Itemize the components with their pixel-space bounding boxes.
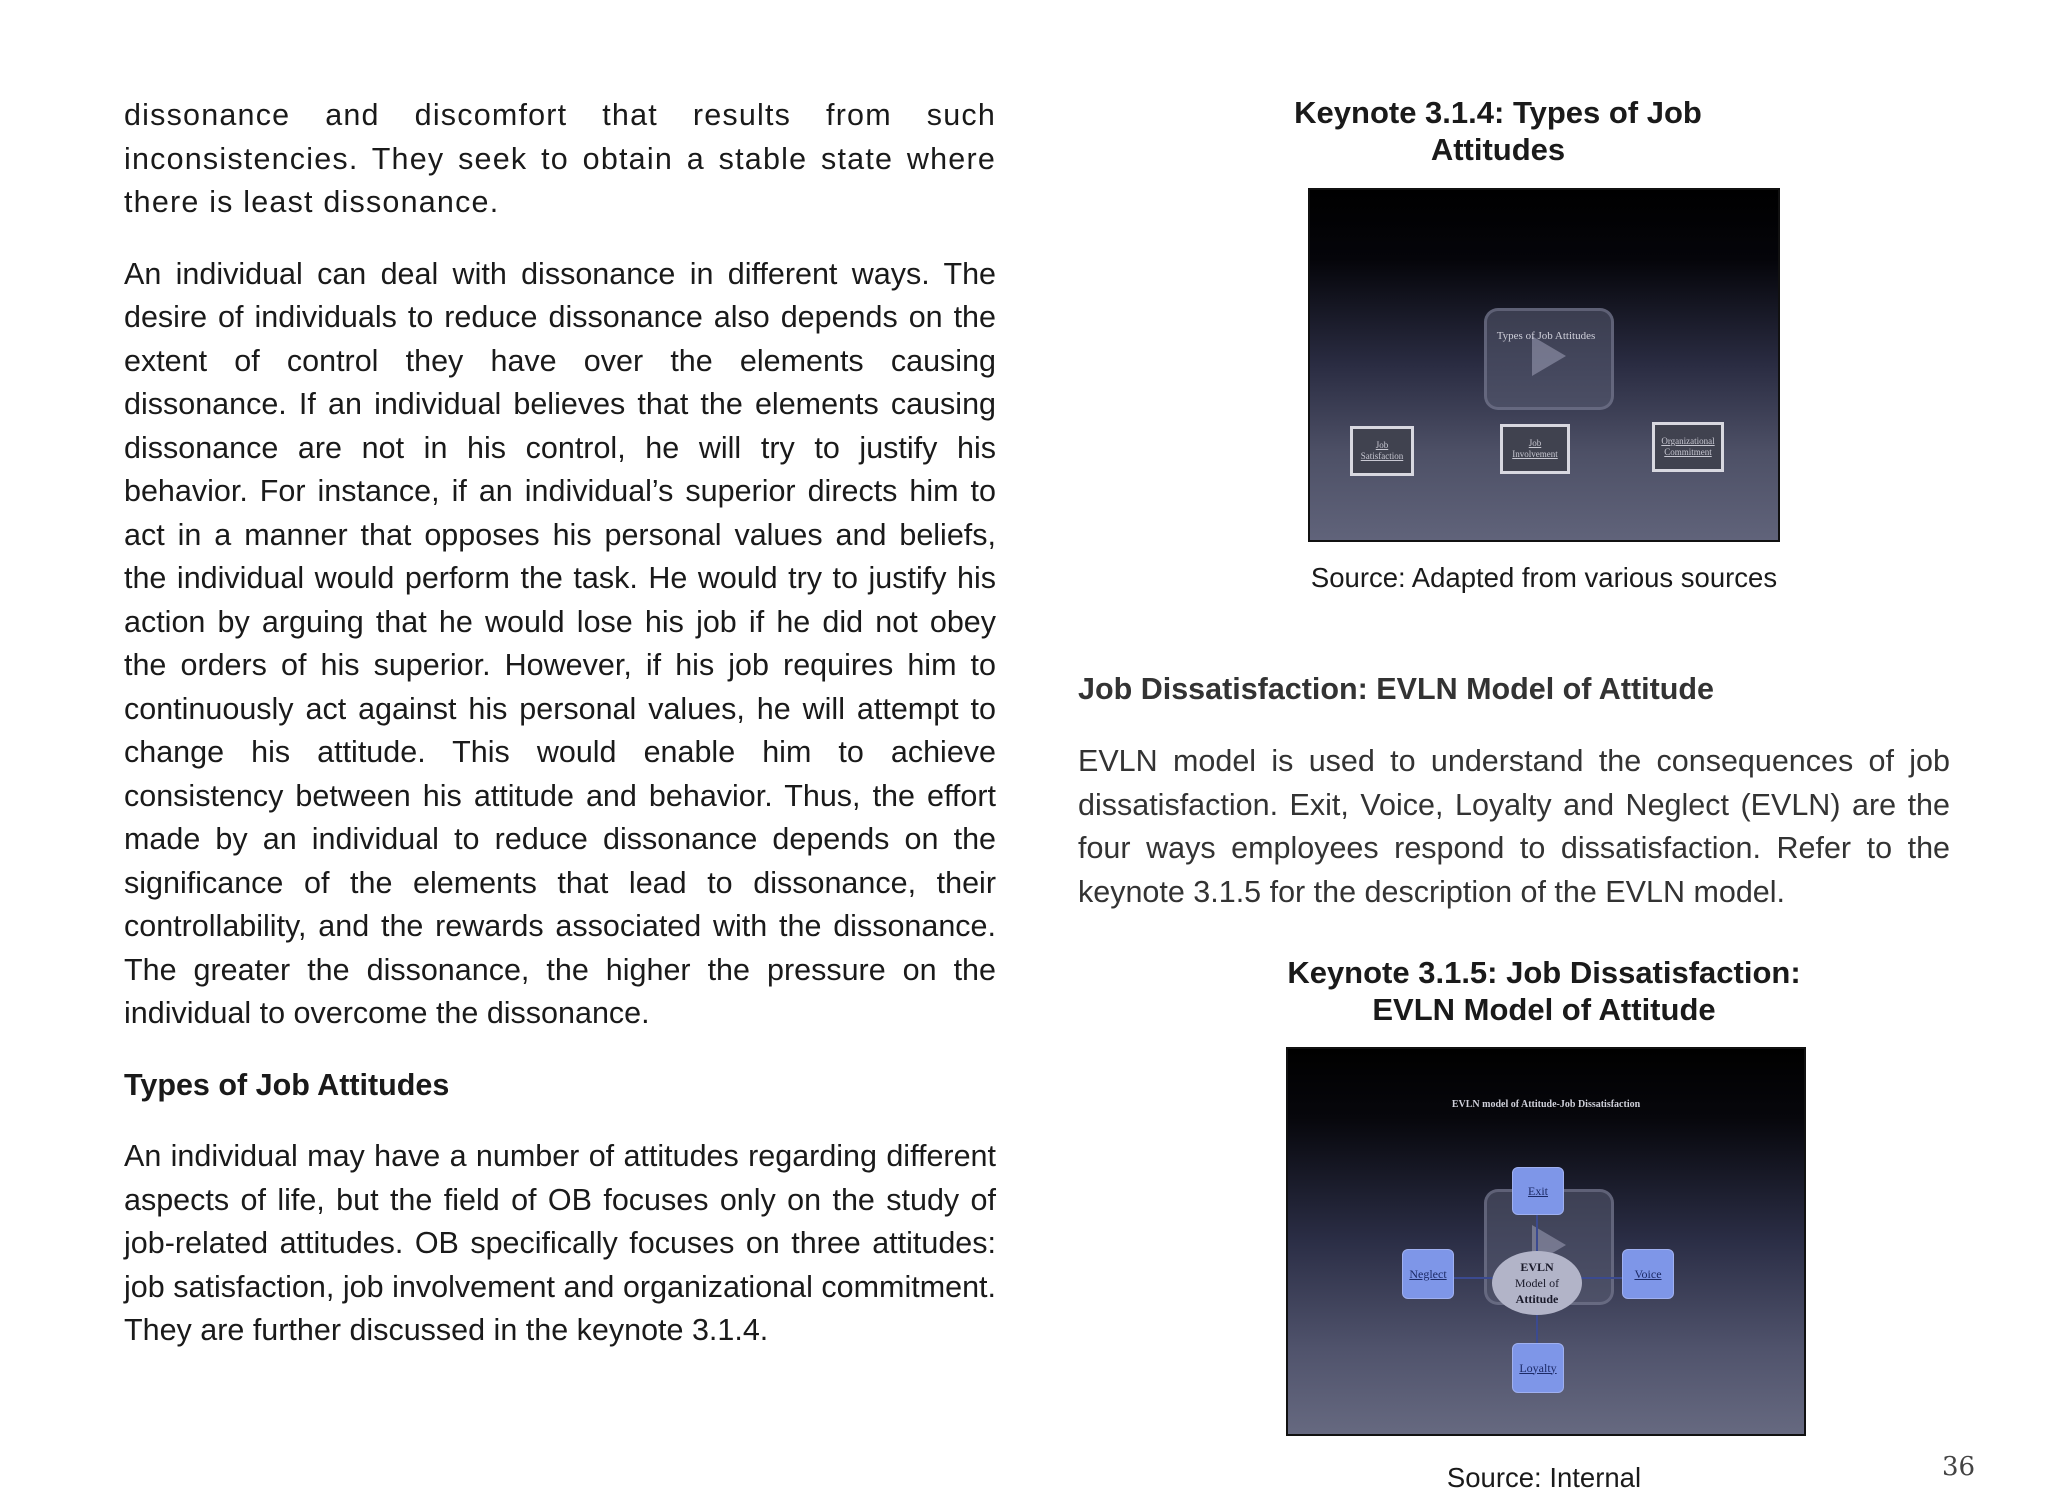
page-number: 36 — [1942, 1452, 1976, 1482]
keynote-title-line: Keynote 3.1.4: Types of Job — [1294, 95, 1702, 130]
keynote-3-1-4-title — [1078, 94, 2008, 168]
slide-title: Types of Job Attitudes — [1496, 330, 1596, 342]
keynote-title-line: EVLN Model of Attitude — [1372, 992, 1716, 1027]
keynote-3-1-4-source: Source: Adapted from various sources — [1310, 562, 1778, 593]
slide-title: EVLN model of Attitude-Job Dissatisfaction — [1451, 1099, 1641, 1110]
play-icon — [1532, 336, 1566, 376]
slide-box-job-involvement: Job Involvement — [1500, 424, 1570, 474]
paragraph-evln: EVLN model is used to understand the consequences of job dissatisfaction. Exit, Voice, Loyalty and Neglect (EVLN) are the four ways employees respond to dissatisfaction. Refer to the keynote 3.1.5 for the description of the EVLN model. — [1078, 744, 1950, 909]
slide-box-job-satisfaction: Job Satisfaction — [1350, 426, 1414, 476]
paragraph-dealing-with-dissonance: An individual can deal with dissonance in different ways. The desire of individuals to reduce dissonance also depends on the extent of control they have over the elements causing dissonance. If an individual believes that the elements causing dissonance are not in his control, he will try to justify his behavior. For instance, if an individual’s superior directs him to act in a manner that opposes his personal values and beliefs, the individual would perform the task. He would try to justify his action by arguing that he would lose his job if he did not obey the orders of his superior. However, if his job requires him to continuously act against his personal values, he will attempt to change his attitude. This would enable him to achieve consistency between his attitude and behavior. Thus, the effort made by an individual to reduce dissonance depends on the significance of the elements that lead to dissonance, their controllability, and the rewards associated with the dissonance. The greater the dissonance, the higher the pressure on the individual to overcome the dissonance. — [124, 256, 996, 1030]
left-column — [124, 94, 996, 1381]
keynote-3-1-5-source: Source: Internal — [1446, 1462, 1642, 1493]
evln-box-voice: Voice — [1622, 1249, 1674, 1299]
keynote-3-1-4-video[interactable] — [1308, 188, 1780, 542]
evln-center-oval: EVLN Model of Attitude — [1492, 1251, 1582, 1315]
slide-box-organizational-commitment: Organizational Commitment — [1652, 422, 1724, 472]
section-heading-evln: Job Dissatisfaction: EVLN Model of Attitude — [1078, 672, 1715, 706]
evln-box-loyalty: Loyalty — [1512, 1343, 1564, 1393]
section-heading-types-of-job-attitudes: Types of Job Attitudes — [124, 1067, 450, 1102]
paragraph-dissonance-intro: dissonance and discomfort that results from such inconsistencies. They seek to obtain a stable state where there is least dissonance. — [124, 98, 996, 219]
keynote-title-line: Keynote 3.1.5: Job Dissatisfaction: — [1287, 955, 1801, 990]
keynote-title-line: Attitudes — [1430, 132, 1566, 167]
keynote-3-1-5-video[interactable] — [1286, 1047, 1806, 1436]
keynote-3-1-5-title — [1244, 954, 1844, 1028]
evln-box-exit: Exit — [1512, 1167, 1564, 1215]
evln-box-neglect: Neglect — [1402, 1249, 1454, 1299]
paragraph-job-attitudes: An individual may have a number of attitudes regarding different aspects of life, but the field of OB focuses only on the study of job-related attitudes. OB specifically focuses on three attitudes: job satisfaction, job involvement and organizational commitment. They are further discussed in the keynote 3.1.4. — [124, 1139, 996, 1347]
